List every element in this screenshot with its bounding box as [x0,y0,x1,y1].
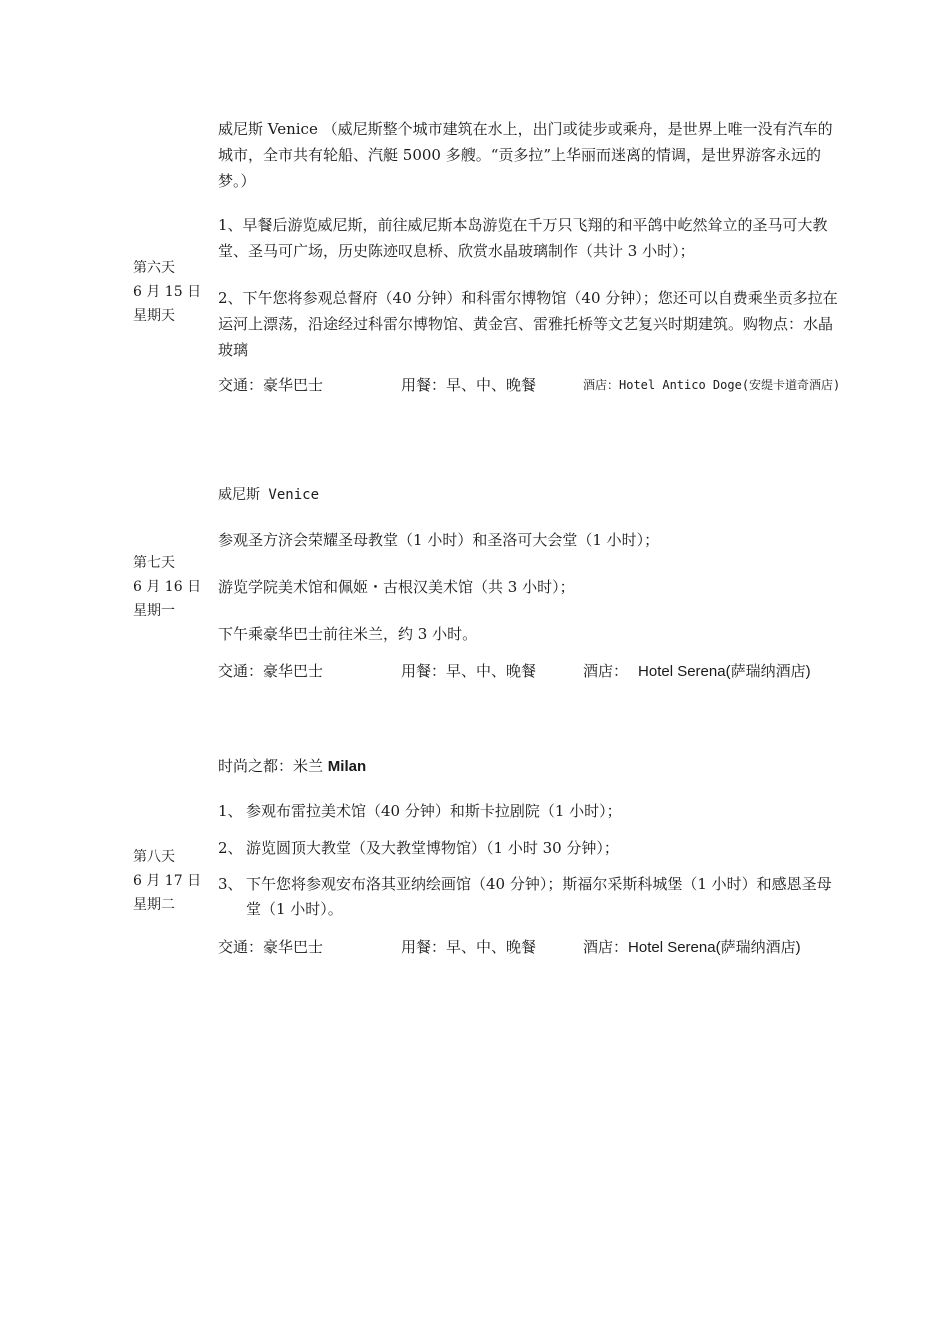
day7-hotel-name: Hotel Serena(萨瑞纳酒店) [638,663,811,680]
day8-item-1-text: 参观布雷拉美术馆（40 分钟）和斯卡拉剧院（1 小时）； [246,802,622,820]
day6-paragraph-2: 2、下午您将参观总督府（40 分钟）和科雷尔博物馆（40 分钟）；您还可以自费乘坐贡多拉在运河上漂荡，沿途经过科雷尔博物馆、黄金宫、雷雅托桥等文艺复兴时期建筑。购物点：水晶玻璃 [218,289,838,359]
day6-city-heading: 威尼斯 Venice （威尼斯整个城市建筑在水上，出门或徒步或乘舟，是世界上唯一没有汽车的城市，全市共有轮船、汽艇 5000 多艘。“贡多拉”上华丽而迷离的情调，是世界游客永远的梦。） [218,120,833,190]
day6-hotel: 酒店：Hotel Antico Doge(安缇卡道奇酒店) [583,378,841,392]
day8-hotel [583,936,843,959]
day6-date: 6 月 15 日 [133,284,202,300]
day8-hotel-prefix: 酒店： [583,938,629,956]
day8-item-1-number: 1、 [218,802,243,820]
day7-paragraph-2: 游览学院美术馆和佩姬・古根汉美术馆（共 3 小时）； [218,578,575,596]
day8-city-heading-prefix: 时尚之都：米兰 [218,757,328,775]
day6-label [133,256,213,328]
day7-date: 6 月 16 日 [133,579,202,595]
day7-hotel-prefix: 酒店： [583,662,629,680]
day7-label [133,551,213,623]
day6-day: 第六天 [133,260,175,276]
day8-item-2-text: 游览圆顶大教堂（及大教堂博物馆）（1 小时 30 分钟）； [246,839,619,857]
day7-transport: 交通：豪华巴士 [218,662,324,680]
day7-hotel [583,660,843,683]
day7-city-heading: 威尼斯 Venice [218,487,320,503]
day8-label [133,845,213,917]
day6-paragraph-1: 1、早餐后游览威尼斯，前往威尼斯本岛游览在千万只飞翔的和平鸽中屹然耸立的圣马可大教堂、圣马可广场，历史陈迹叹息桥、欣赏水晶玻璃制作（共计 3 小时）； [218,216,828,260]
day8-day: 第八天 [133,849,175,865]
day7-paragraph-3: 下午乘豪华巴士前往米兰，约 3 小时。 [218,625,478,643]
day8-item-3-text: 下午您将参观安布洛其亚纳绘画馆（40 分钟）；斯福尔采斯科城堡（1 小时）和感恩圣母堂（1 小时）。 [246,875,832,918]
day7-weekday: 星期一 [133,603,175,619]
day8-item-2-number: 2、 [218,839,243,857]
day6-weekday: 星期天 [133,308,175,324]
day8-city-heading [218,753,843,780]
day8-hotel-name: Hotel Serena(萨瑞纳酒店) [628,939,801,956]
day8-city-heading-bold: Milan [327,758,367,775]
day7-meals: 用餐：早、中、晚餐 [401,662,537,680]
day6-meals: 用餐：早、中、晚餐 [401,376,537,394]
day8-weekday: 星期二 [133,897,175,913]
day7-day: 第七天 [133,555,175,571]
day6-transport: 交通：豪华巴士 [218,376,324,394]
day8-item-3-number: 3、 [218,875,243,893]
day7-paragraph-1: 参观圣方济会荣耀圣母教堂（1 小时）和圣洛可大会堂（1 小时）； [218,531,660,549]
day8-transport: 交通：豪华巴士 [218,938,324,956]
day8-date: 6 月 17 日 [133,873,202,889]
day8-meals: 用餐：早、中、晚餐 [401,938,537,956]
